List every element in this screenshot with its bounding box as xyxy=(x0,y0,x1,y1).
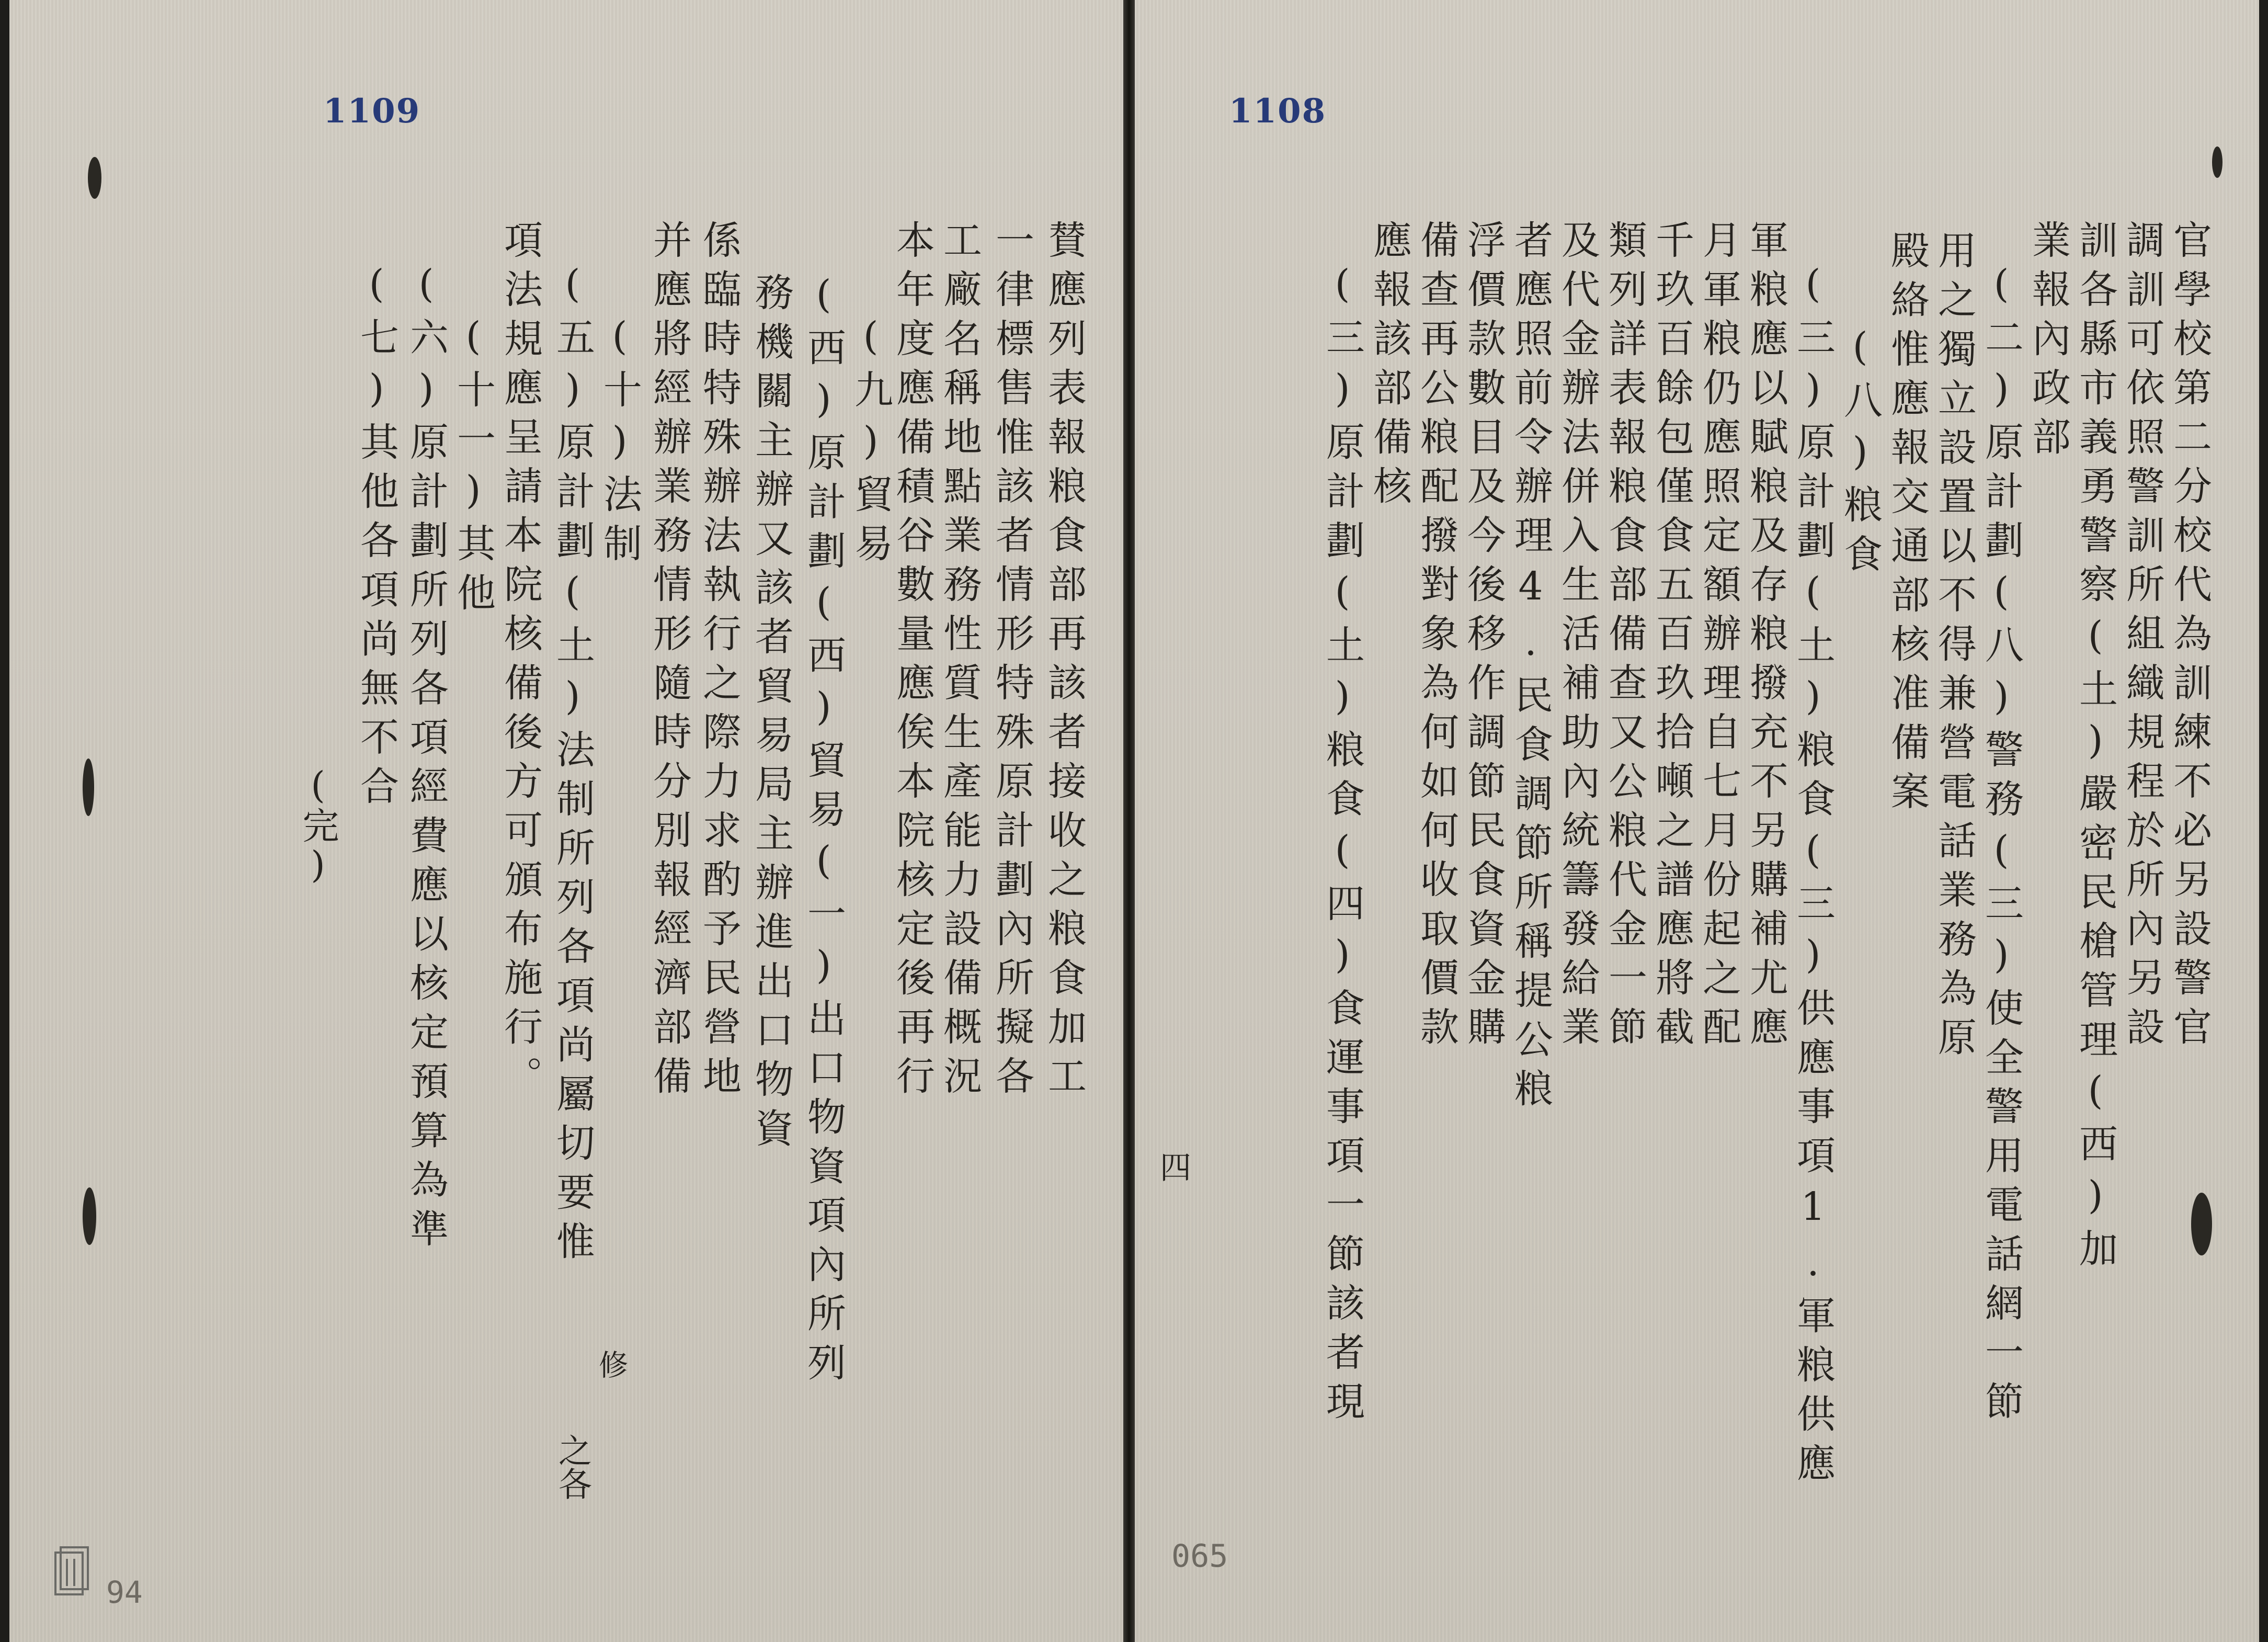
text-column: 工廠名稱地點業務性質生產能力設備概況 xyxy=(937,220,982,1105)
text-column: 務機關主辦又該者貿易局主辦進出口物資 xyxy=(749,272,794,1157)
text-column: 項法規應呈請本院核備後方可頒布施行。 xyxy=(498,220,543,1105)
margin-tail: 之各 xyxy=(553,1433,591,1500)
binder-stamp-icon xyxy=(51,1543,101,1601)
marginal-mark: 四 xyxy=(1155,1151,1191,1182)
left-page xyxy=(9,0,1123,1642)
binder-label: 94 xyxy=(106,1575,143,1610)
text-column: 賛應列表報粮食部再該者接收之粮食加工 xyxy=(1042,220,1087,1105)
right-page xyxy=(1135,0,2259,1642)
text-column: 軍粮應以賦粮及存粮撥充不另購補尤應 xyxy=(1743,220,1788,1056)
end-note: (完) xyxy=(297,764,339,886)
section-heading: (十一)其他 xyxy=(451,314,496,621)
text-column: 係臨時特殊辦法執行之際力求酌予民營地 xyxy=(697,220,742,1105)
text-column: 本年度應備積谷數量應俟本院核定後再行 xyxy=(890,220,935,1105)
text-column: 備查再公粮配撥對象為何如何收取價款 xyxy=(1414,220,1459,1056)
page-number-left: 1109 xyxy=(323,92,421,131)
text-column: 調訓可依照警訓所組織規程於所內另設 xyxy=(2120,220,2165,1056)
text-column: (七)其他各項尚無不合 xyxy=(354,262,399,815)
spine-gutter xyxy=(1123,0,1135,1642)
text-column: (三)原計劃(土)粮食(四)食運事項一節該者現 xyxy=(1320,262,1365,1430)
text-column: 者應照前令辦理4.民食調節所稱提公粮 xyxy=(1508,220,1553,1117)
text-column: 官學校第二分校代為訓練不必另設警官 xyxy=(2167,220,2212,1056)
text-column: 類列詳表報粮食部備查又公粮代金一節 xyxy=(1602,220,1647,1056)
text-column: 一律標售惟該者情形特殊原計劃內所擬各 xyxy=(989,220,1034,1105)
archive-stamp: 065 xyxy=(1171,1538,1228,1575)
section-heading: (八)粮食 xyxy=(1838,324,1883,583)
text-column: (二)原計劃(八)警務(三)使全警用電話網一節 xyxy=(1979,262,2024,1430)
text-column: 月軍粮仍應照定額辦理自七月份起之配 xyxy=(1696,220,1741,1056)
text-column: 殿絡惟應報交通部核准備案 xyxy=(1885,230,1930,820)
text-column: (西)原計劃(西)貿易(一)出口物資項內所列 xyxy=(801,272,846,1391)
text-column: 訓各縣市義勇警察(土)嚴密民槍管理(西)加 xyxy=(2073,220,2118,1277)
text-column: 浮價款數目及今後移作調節民食資金購 xyxy=(1461,220,1506,1056)
text-column: (三)原計劃(土)粮食(三)供應事項1.軍粮供應 xyxy=(1791,262,1836,1492)
text-column: (五)原計劃(土)法制所列各項尚屬切要惟 xyxy=(550,262,595,1270)
text-column: 應報該部備核 xyxy=(1367,220,1412,515)
margin-note: 修 xyxy=(594,1350,628,1379)
text-column: 并應將經辦業務情形隨時分別報經濟部備 xyxy=(647,220,692,1105)
page-number-right: 1108 xyxy=(1229,92,1327,131)
text-column: 業報內政部 xyxy=(2026,220,2071,466)
text-column: 用之獨立設置以不得兼營電話業務為原 xyxy=(1932,230,1977,1066)
section-heading: (十)法制 xyxy=(597,314,642,572)
text-column: (六)原計劃所列各項經費應以核定預算為準 xyxy=(404,262,449,1258)
text-column: 及代金辦法併入生活補助內統籌發給業 xyxy=(1555,220,1600,1056)
text-column: 千玖百餘包僅食五百玖拾噸之譜應將截 xyxy=(1649,220,1694,1056)
section-heading: (九)貿易 xyxy=(848,314,893,572)
